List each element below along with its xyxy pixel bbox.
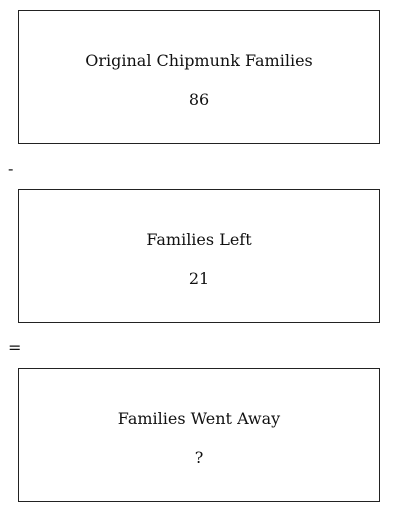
families-left-value: 21 — [188, 269, 210, 288]
original-families-value: 86 — [188, 90, 210, 109]
minus-operator: - — [8, 159, 14, 178]
families-went-away-value: ? — [194, 448, 204, 467]
equals-operator: = — [8, 338, 22, 357]
families-left-box — [18, 189, 380, 323]
families-went-away-box — [18, 368, 380, 502]
original-families-box — [18, 10, 380, 144]
families-left-label: Families Left — [146, 230, 252, 249]
original-families-label: Original Chipmunk Families — [85, 51, 313, 70]
families-went-away-label: Families Went Away — [117, 409, 281, 428]
